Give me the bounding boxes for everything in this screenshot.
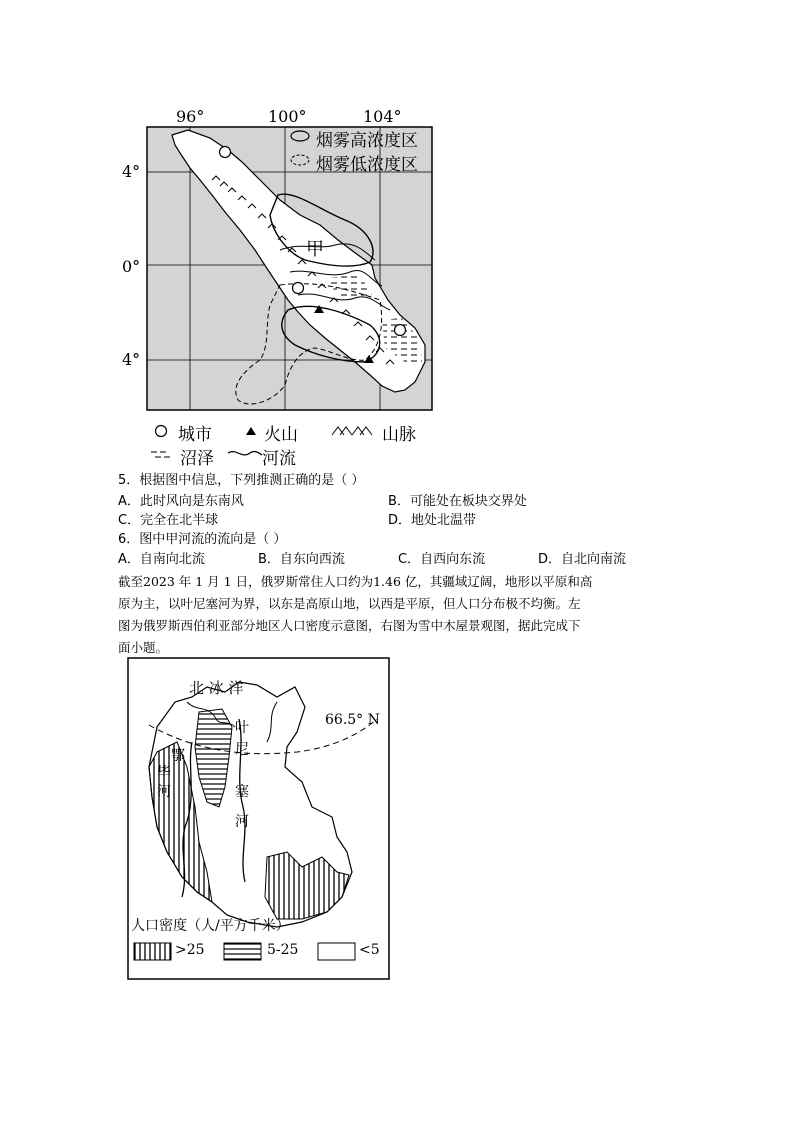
ob-river-label: 河	[157, 784, 171, 800]
question-6-option-d: D．自北向南流	[538, 552, 627, 567]
longitude-label: 104°	[363, 107, 402, 126]
question-6-stem: 6．图中甲河流的流向是（ ）	[118, 532, 287, 547]
yenisei-river-label: 尼	[235, 742, 249, 758]
legend-volcano: 火山	[264, 425, 298, 445]
map-sumatra	[120, 100, 460, 470]
question-6-option-c: C．自西向东流	[398, 552, 486, 567]
density-mid-label: 5-25	[267, 942, 299, 958]
latitude-label: 4°	[122, 162, 141, 181]
yenisei-river-label: 河	[235, 814, 249, 830]
density-low-label: <5	[359, 942, 380, 958]
legend-city: 城市	[178, 425, 212, 445]
legend-low-smoke: 烟雾低浓度区	[316, 155, 418, 175]
volcano-legend-icon	[243, 423, 259, 439]
yenisei-river-label: 塞	[235, 784, 249, 800]
arctic-circle-label: 66.5° N	[325, 712, 380, 728]
question-5-option-a: A．此时风向是东南风	[118, 494, 244, 509]
yenisei-river-label: 叶	[235, 720, 249, 736]
mountain-legend-icon	[330, 423, 374, 439]
density-mid-swatch	[223, 942, 263, 962]
legend-high-smoke: 烟雾高浓度区	[316, 131, 418, 151]
longitude-label: 100°	[268, 107, 307, 126]
question-6-option-a: A．自南向北流	[118, 552, 205, 567]
area-label-jia: 甲	[306, 239, 324, 260]
swamp-legend-icon	[150, 447, 174, 463]
question-5-option-b: B．可能处在板块交界处	[388, 494, 527, 509]
ob-river-label: 毕	[157, 765, 171, 781]
city-marker	[220, 147, 231, 158]
ob-river-label: 鄂	[171, 748, 185, 764]
longitude-label: 96°	[176, 107, 205, 126]
map-siberia	[127, 657, 392, 982]
density-legend-title: 人口密度（人/平方千米）	[131, 918, 290, 934]
question-5-stem: 5．根据图中信息，下列推测正确的是（ ）	[118, 473, 365, 488]
question-5-option-d: D．地处北温带	[388, 513, 477, 528]
passage-line: 原为主，以叶尼塞河为界，以东是高原山地，以西是平原，但人口分布极不均衡。左	[118, 596, 581, 611]
question-6-option-b: B．自东向西流	[258, 552, 345, 567]
density-high-swatch	[133, 942, 173, 962]
density-high-label: >25	[175, 942, 205, 958]
city-marker	[395, 325, 406, 336]
passage	[118, 571, 678, 659]
city-legend-icon	[153, 423, 169, 439]
question-5-option-c: C．完全在北半球	[118, 513, 219, 528]
passage-line: 截至2023 年 1 月 1 日，俄罗斯常住人口约为1.46 亿，其疆域辽阔，地形以平原和高	[118, 574, 593, 589]
density-low-swatch	[317, 942, 357, 962]
legend-river: 河流	[262, 449, 296, 469]
latitude-label: 0°	[122, 257, 141, 276]
legend-mountain: 山脉	[382, 425, 416, 445]
city-marker	[293, 283, 304, 294]
latitude-label: 4°	[122, 350, 141, 369]
passage-line: 图为俄罗斯西伯利亚部分地区人口密度示意图，右图为雪中木屋景观图，据此完成下	[118, 618, 581, 633]
passage-line: 面小题。	[118, 640, 169, 655]
river-legend-icon	[226, 447, 264, 463]
legend-swamp: 沼泽	[180, 449, 214, 469]
ocean-label: 北 冰 洋	[189, 679, 244, 697]
